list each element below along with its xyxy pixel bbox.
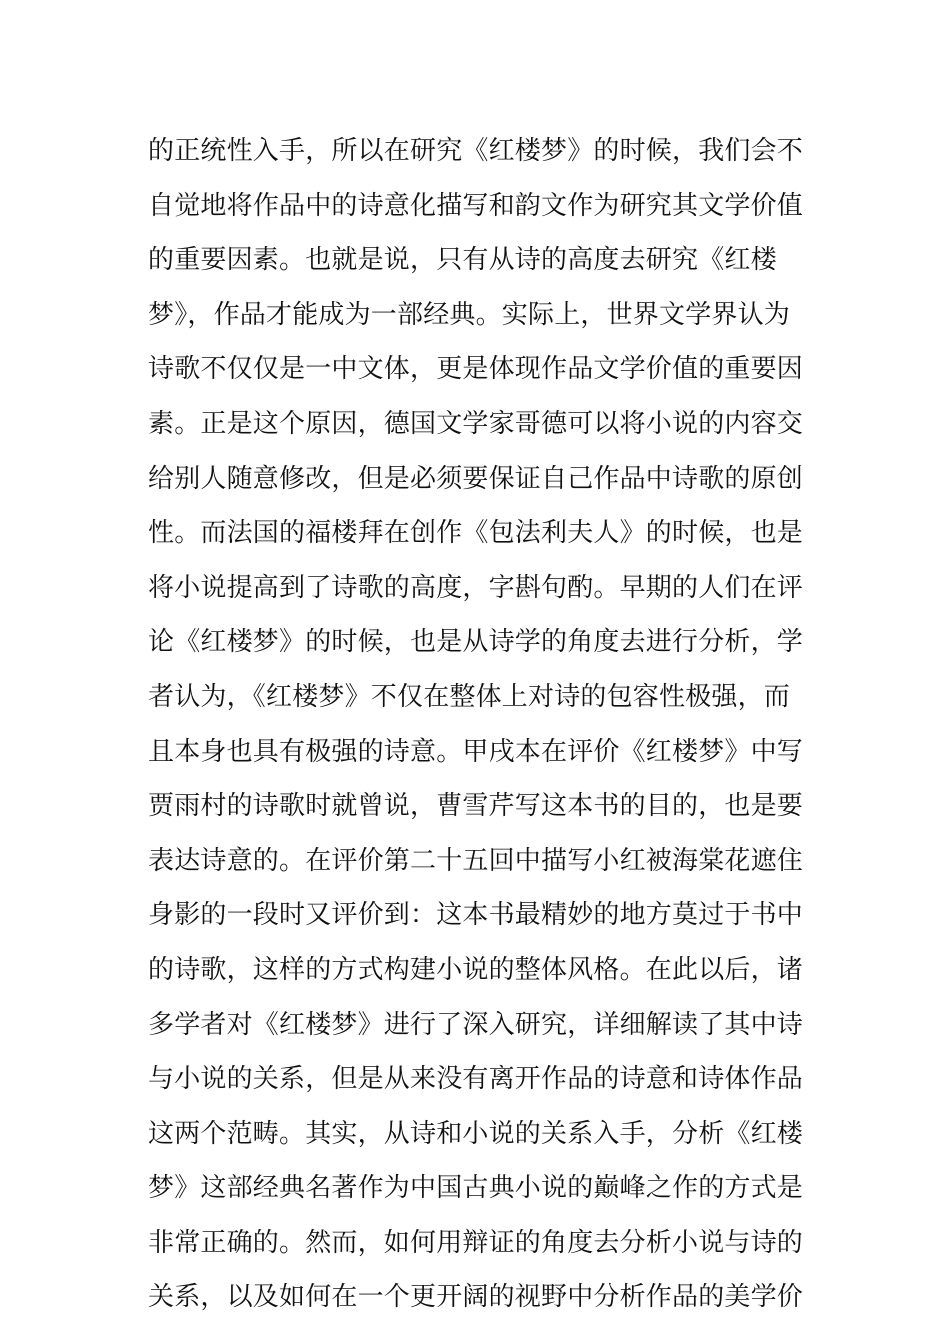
text-line: 自觉地将作品中的诗意化描写和韵文作为研究其文学价值 [148, 190, 804, 221]
text-line: 贾雨村的诗歌时就曾说，曹雪芹写这本书的目的，也是要 [148, 791, 804, 822]
text-line: 将小说提高到了诗歌的高度，字斟句酌。早期的人们在评 [148, 572, 804, 603]
text-line: 诗歌不仅仅是一中文体，更是体现作品文学价值的重要因 [148, 354, 804, 385]
text-line: 性。而法国的福楼拜在创作《包法利夫人》的时候，也是 [148, 518, 804, 549]
text-line: 身影的一段时又评价到：这本书最精妙的地方莫过于书中 [148, 900, 804, 931]
text-line: 梦》，作品才能成为一部经典。实际上，世界文学界认为 [148, 299, 791, 330]
text-line: 给别人随意修改，但是必须要保证自己作品中诗歌的原创 [148, 463, 804, 494]
text-line: 梦》这部经典名著作为中国古典小说的巅峰之作的方式是 [148, 1173, 804, 1204]
text-line: 论《红楼梦》的时候，也是从诗学的角度去进行分析，学 [148, 627, 804, 658]
text-line: 与小说的关系，但是从来没有离开作品的诗意和诗体作品 [148, 1064, 804, 1095]
text-line: 且本身也具有极强的诗意。甲戌本在评价《红楼梦》中写 [148, 736, 804, 767]
text-line: 表达诗意的。在评价第二十五回中描写小红被海棠花遮住 [148, 845, 804, 876]
text-line: 的重要因素。也就是说，只有从诗的高度去研究《红楼 [148, 245, 777, 276]
text-line: 者认为，《红楼梦》不仅在整体上对诗的包容性极强，而 [148, 681, 791, 712]
text-line: 关系，以及如何在一个更开阔的视野中分析作品的美学价 [148, 1282, 804, 1313]
text-line: 的正统性入手，所以在研究《红楼梦》的时候，我们会不 [148, 136, 804, 166]
text-line: 多学者对《红楼梦》进行了深入研究，详细解读了其中诗 [148, 1009, 804, 1040]
text-line: 的诗歌，这样的方式构建小说的整体风格。在此以后，诸 [148, 954, 804, 985]
body-paragraph [148, 124, 808, 1325]
text-line: 非常正确的。然而，如何用辩证的角度去分析小说与诗的 [148, 1227, 804, 1258]
text-line: 素。正是这个原因，德国文学家哥德可以将小说的内容交 [148, 408, 804, 439]
text-line: 这两个范畴。其实，从诗和小说的关系入手，分析《红楼 [148, 1118, 804, 1149]
